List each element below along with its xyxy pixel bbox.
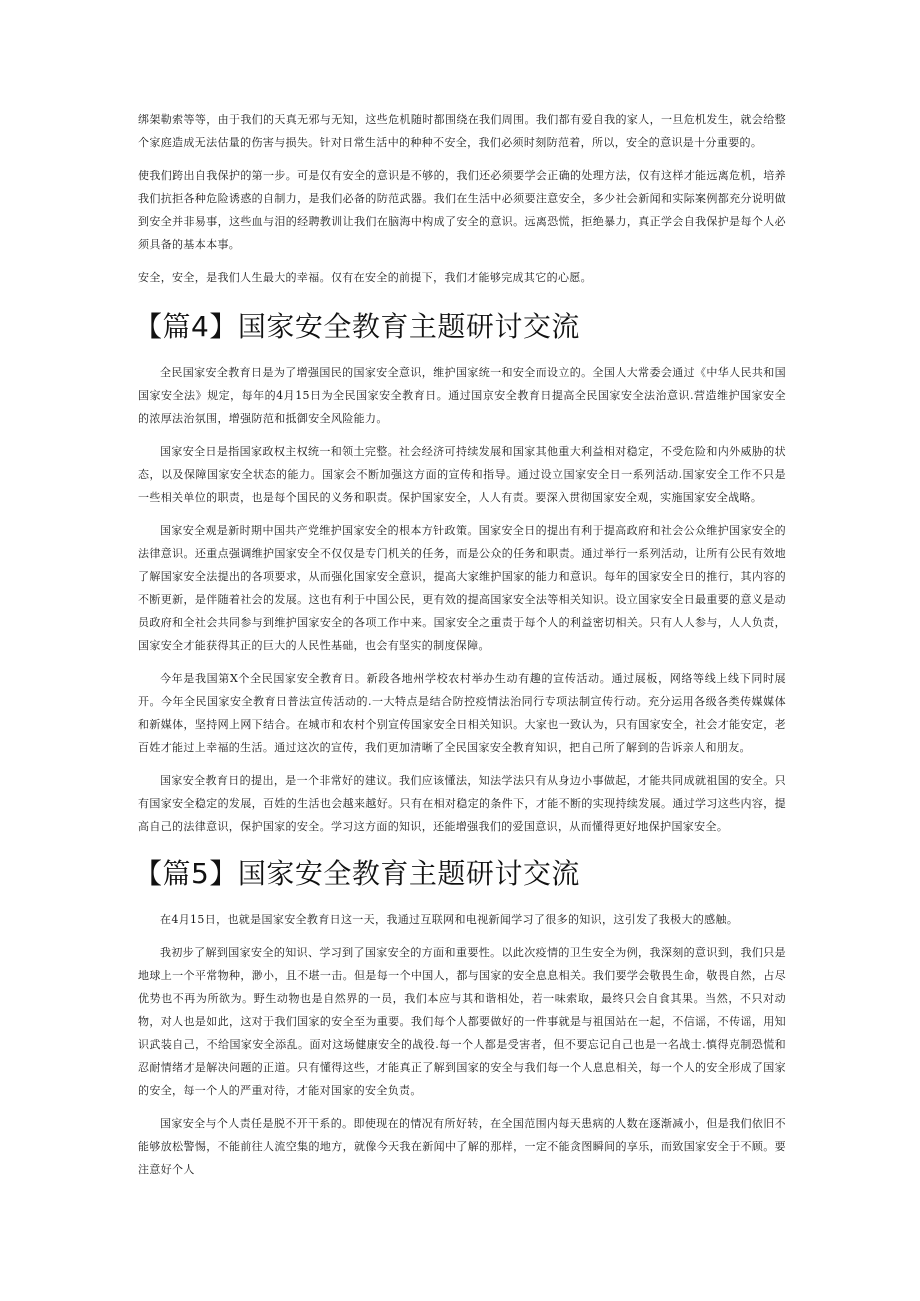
- section-5-paragraph-1: 在4月15日，也就是国家安全教育日这一天，我通过互联网和电视新闻学习了很多的知识，这引发了我极大的感触。: [160, 913, 739, 926]
- section-4-heading: 【篇4】国家安全教育主题研讨交流: [134, 310, 580, 343]
- intro-paragraph-3: 安全，安全，是我们人生最大的幸福。仅有在安全的前提下，我们才能够完成其它的心愿。: [138, 271, 592, 284]
- section-4-paragraph-1: 全民国家安全教育日是为了增强国民的国家安全意识，维护国家统一和安全而设立的。全国人大常委会通过《中华人民共和国国家安全法》规定，每年的4月15日为全民国家安全教育日。通过国京安全教育日提高全民国家安全法治意识.营造维护国家安全的浓厚法治氛围，增强防范和抵御安全风险能力。: [138, 366, 786, 425]
- section-5-paragraph-3: 国家安全与个人责任是脱不开干系的。即使现在的情况有所好转，在全国范围内每天患病的人数在逐渐减小，但是我们依旧不能够放松警惕，不能前往人流空集的地方，就像今天我在新闻中了解的那样，一定不能贪图瞬间的享乐，而致国家安全于不顾。要注意好个人: [138, 1117, 786, 1176]
- section-5-heading: 【篇5】国家安全教育主题研讨交流: [134, 857, 580, 890]
- section-5-paragraph-2: 我初步了解到国家安全的知识、学习到了国家安全的方面和重要性。以此次疫情的卫生安全为例，我深刻的意识到，我们只是地球上一个平常物种，渺小，且不堪一击。但是每一个中国人，都与国家的安全息息相关。我们要学会敬畏生命，敬畏自然，占尽优势也不再为所欲为。野生动物也是自然界的一员，我们本应与其和谐相处，若一味索取，最终只会自食其果。当然，不只对动物，对人也是如此，这对于我们国家的安全至为重要。我们每个人都要做好的一件事就是与祖国站在一起，不信谣，不传谣，用知识武装自己，不给国家安全添乱。面对这场健康安全的战役.每一个人都是受害者，但不要忘记自己也是一名战士.慎得克制恐慌和忍耐情绪才是解决问题的正道。只有懂得这些，才能真正了解到国家的安全与我们每一个人息息相关，每一个人的安全形成了国家的安全，每一个人的严重对待，才能对国家的安全负责。: [138, 946, 786, 1097]
- section-4-paragraph-3: 国家安全观是新时期中国共产党维护国家安全的根本方针政策。国家安全日的提出有利于提高政府和社会公众维护国家安全的法律意识。还重点强调维护国家安全不仅仅是专门机关的任务，而是公众的任务和职责。通过举行一系列活动，让所有公民有效地了解国家安全法提出的各项要求，从而强化国家安全意识，提高大家维护国家的能力和意识。每年的国家安全日的推行，其内容的不断更新，是伴随着社会的发展。这也有利于中国公民，更有效的提高国家安全法等相关知识。设立国家安全日最重要的意义是动员政府和全社会共同参与到维护国家安全的各项工作中来。国家安全之重责于每个人的利益密切相关。只有人人参与，人人负责，国家安全才能获得其正的巨大的人民性基础，也会有坚实的制度保障。: [138, 524, 786, 652]
- intro-paragraph-1: 绑架勒索等等，由于我们的天真无邪与无知，这些危机随时都围绕在我们周围。我们都有爱自我的家人，一旦危机发生，就会给整个家庭造成无法估量的伤害与损失。针对日常生活中的种种不安全，我们必须时刻防范着，所以，安全的意识是十分重要的。: [138, 113, 786, 149]
- section-4-paragraph-4: 今年是我国第X个全民国家安全教育日。新段各地州学校农村举办生动有趣的宣传活动。通过展板，网络等线上线下同时展开。今年全民国家安全教育日普法宣传活动的.一大特点是结合防控疫情法治同行专项法制宣传行动。充分运用各级各类传媒媒体和新媒体，坚持网上网下结合。在城市和农村个别宣传国家安全日相关知识。大家也一致认为，只有国家安全，社会才能安定，老百姓才能过上幸福的生活。通过这次的宣传，我们更加清晰了全民国家安全教育知识，把自己所了解到的告诉亲人和朋友。: [138, 672, 786, 754]
- document-body: [134, 108, 786, 1191]
- section-4-paragraph-2: 国家安全日是指国家政权主权统一和领土完整。社会经济可持续发展和国家其他重大利益相对稳定，不受危险和内外威胁的状态，以及保障国家安全状态的能力。国家会不断加强这方面的宣传和指导。通过设立国家安全日一系列活动.国家安全工作不只是一些相关单位的职责，也是每个国民的义务和职责。保护国家安全，人人有责。要深入贯彻国家安全观，实施国家安全战略。: [138, 445, 786, 504]
- section-4-paragraph-5: 国家安全教育日的提出，是一个非常好的建议。我们应该懂法，知法学法只有从身边小事做起，才能共同成就祖国的安全。只有国家安全稳定的发展，百姓的生活也会越来越好。只有在相对稳定的条件下，才能不断的实现持续发展。通过学习这些内容，提高自己的法律意识，保护国家的安全。学习这方面的知识，还能增强我们的爱国意识，从而懂得更好地保护国家安全。: [138, 774, 786, 833]
- intro-paragraph-2: 使我们跨出自我保护的第一步。可是仅有安全的意识是不够的，我们还必须要学会正确的处理方法，仅有这样才能远离危机，培养我们抗拒各种危险诱惑的自制力，是我们必备的防范武器。我们在生活中必须要注意安全，多少社会新闻和实际案例都充分说明做到安全并非易事，这些血与泪的经聘教训让我们在脑海中构成了安全的意识。远离恐慌，拒绝暴力，真正学会自我保护是每个人必须具备的基本本事。: [138, 169, 786, 251]
